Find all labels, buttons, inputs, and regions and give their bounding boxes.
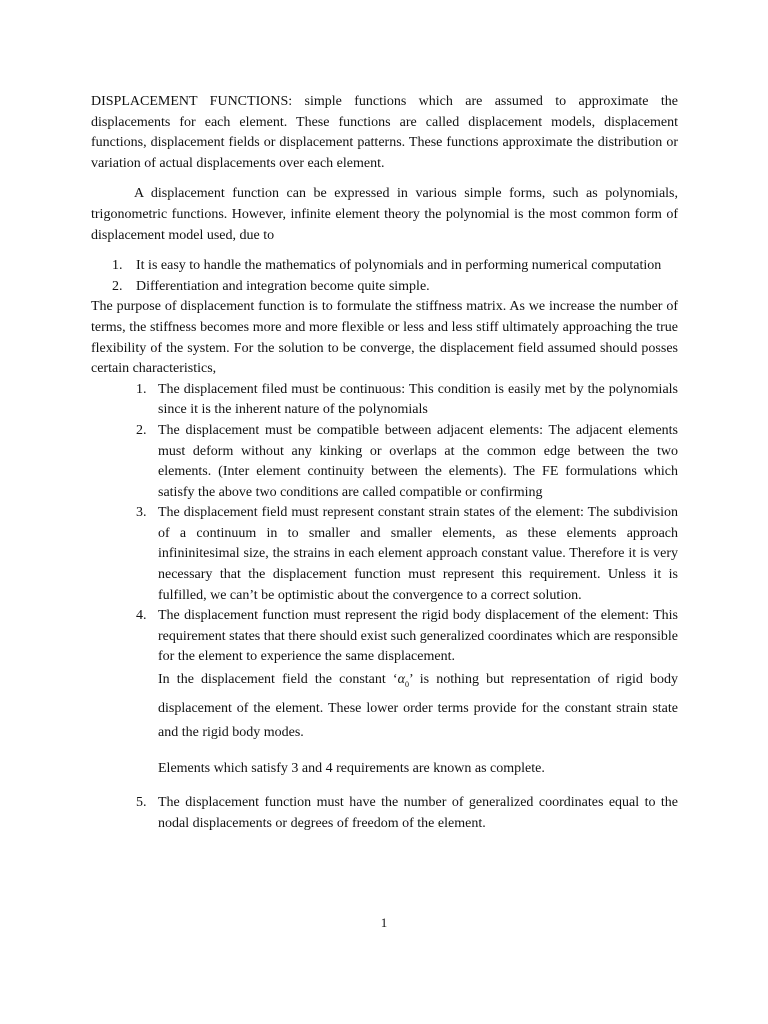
list-item-text: The displacement field must represent constant strain states of the element: The subdivision of a continuum in to smaller and smaller elements, as these elements approach infininitesimal size, the strains in each element approach constant value. Therefore it is very necessary that the displacement function must represent this requirement. Unless it is fulfilled, we can’t be optimistic about the convergence to a correct solution.: [158, 505, 678, 603]
list-item-text: The displacement must be compatible between adjacent elements: The adjacent elements must deform without any kinking or overlaps at the common edge between the two elements. (Inter element continuity between the elements). The FE formulations which satisfy the above two conditions are called compatible or confirming: [158, 422, 678, 500]
paragraph-purpose: The purpose of displacement function is to formulate the stiffness matrix. As we increase the number of terms, the stiffness becomes more and more flexible or less and less stiff ultimately approaching the true flexibility of the system. For the solution to be converge, the displacement field assumed should posses certain characteristics,: [91, 299, 678, 377]
alpha-char: α: [397, 672, 405, 688]
list-number: 3.: [136, 505, 147, 521]
list-item-text: It is easy to handle the mathematics of polynomials and in performing numerical computation: [136, 258, 662, 274]
list-item: [91, 277, 678, 298]
list-item: [91, 421, 678, 503]
list-item: [91, 256, 678, 277]
list-item: [91, 606, 678, 668]
list-item-text: Differentiation and integration become quite simple.: [136, 278, 430, 294]
page-number: 1: [380, 915, 388, 930]
list-item-text: The displacement filed must be continuous: This condition is easily met by the polynomials since it is the inherent nature of the polynomials: [158, 381, 678, 418]
alpha-symbol: [398, 672, 409, 687]
list-item: [91, 793, 678, 834]
list-number: 4.: [136, 608, 147, 624]
list-item-text: The displacement function must represent the rigid body displacement of the element: This requirement states that there should exist such generalized coordinates which are responsible for the element to experience the same displacement.: [158, 608, 678, 665]
list-item-text: The displacement function must have the number of generalized coordinates equal to the nodal displacements or degrees of freedom of the element.: [158, 795, 678, 832]
document-body: [91, 92, 678, 835]
list-number: 2.: [112, 278, 123, 294]
text-segment: ’ is nothing but representation of rigid body displacement of the element. These lower order terms provide for the constant strain state and the rigid body modes.: [158, 672, 678, 740]
list-number: 2.: [136, 422, 147, 438]
paragraph-definition: DISPLACEMENT FUNCTIONS: simple functions which are assumed to approximate the displacements for each element. These functions are called displacement models, displacement functions, displacement fields or displacement patterns. These functions approximate the distribution or variation of actual displacements over each element.: [91, 94, 678, 171]
reasons-list: [91, 256, 678, 297]
list-item: [91, 380, 678, 421]
list-number: 5.: [136, 795, 147, 811]
characteristics-list: [91, 380, 678, 835]
list-number: 1.: [112, 258, 123, 274]
text-segment: In the displacement field the constant ‘: [158, 672, 398, 688]
paragraph-forms: A displacement function can be expressed in various simple forms, such as polynomials, trigonometric functions. However, infinite element theory the polynomial is the most common form of displacement model used, due to: [91, 186, 678, 243]
paragraph-complete: Elements which satisfy 3 and 4 requirements are known as complete.: [158, 760, 545, 776]
list-number: 1.: [136, 381, 147, 397]
paragraph-rigid-body: [158, 668, 678, 745]
alpha-subscript: 0: [404, 679, 409, 689]
list-item: [91, 503, 678, 606]
